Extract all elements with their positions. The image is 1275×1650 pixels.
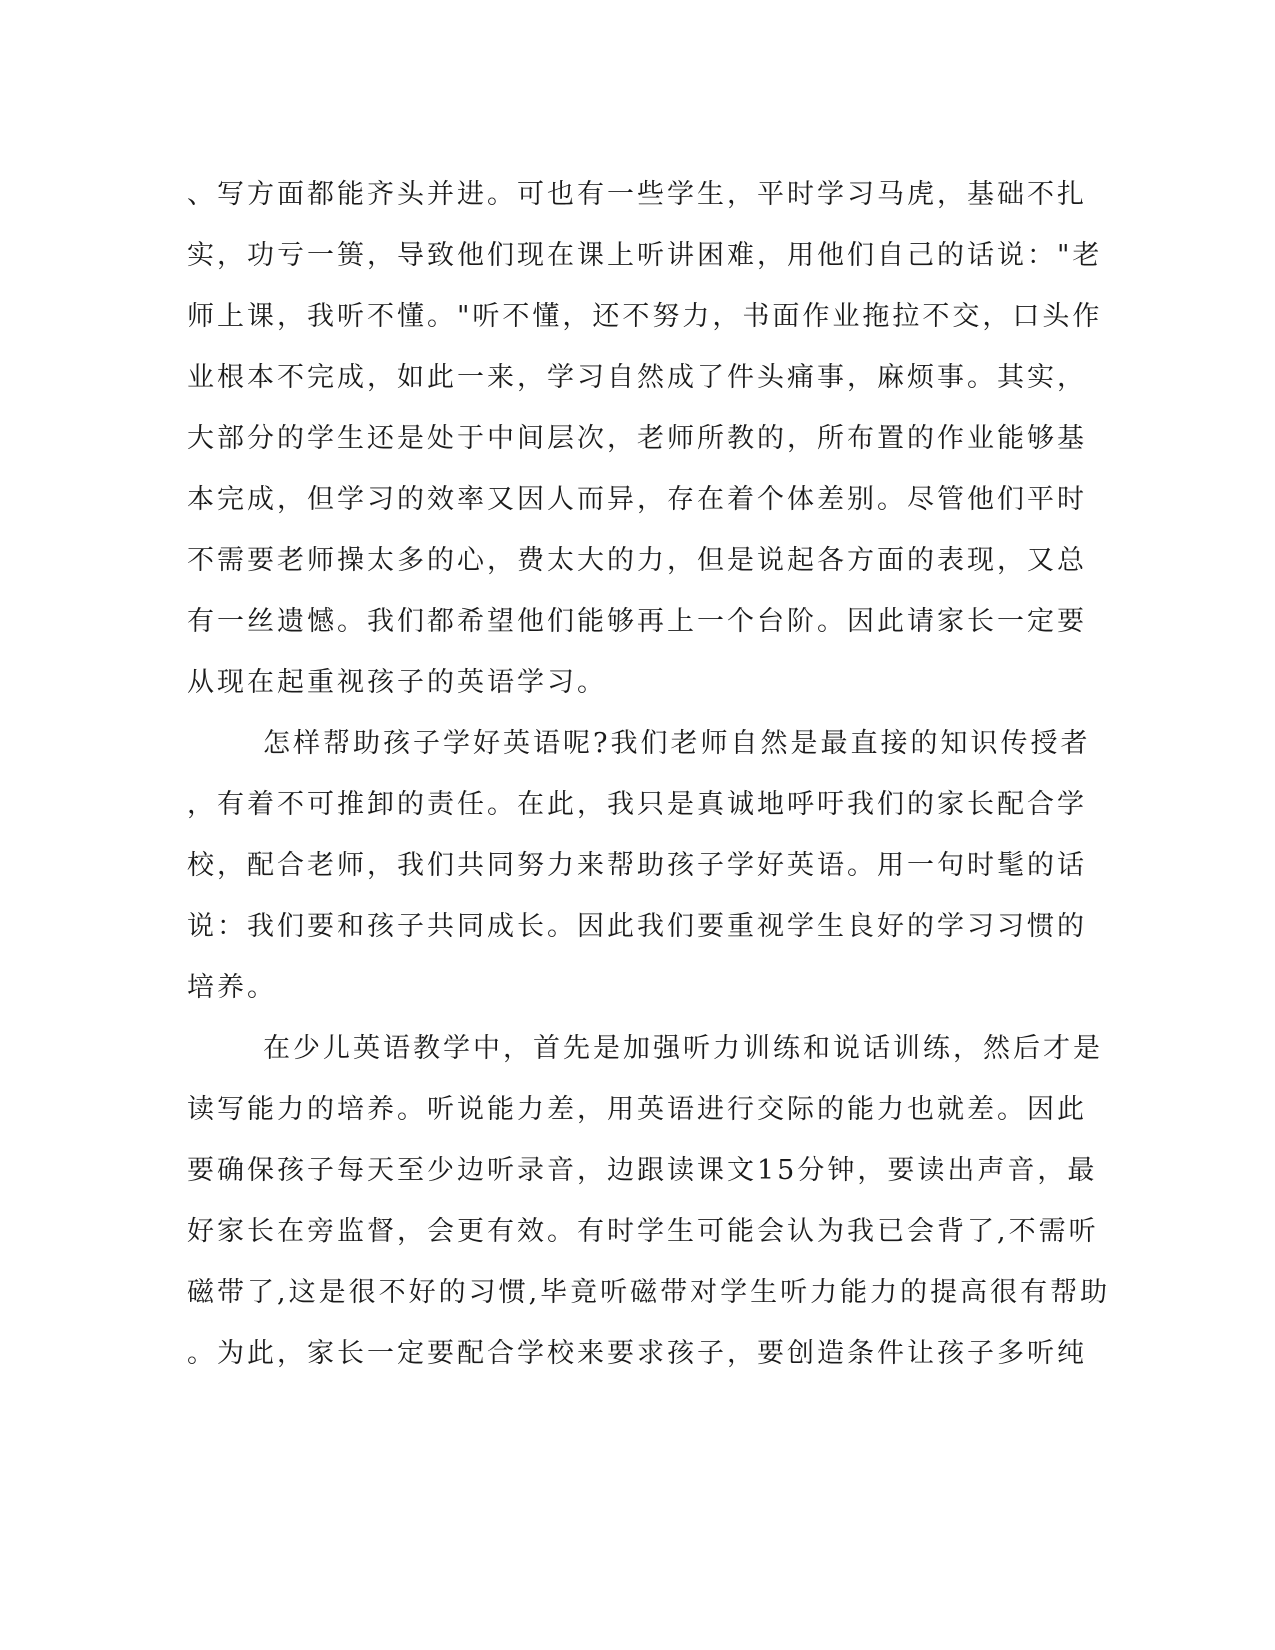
paragraph-2 — [187, 713, 1091, 1018]
text-line: 师上课，我听不懂。"听不懂，还不努力，书面作业拖拉不交，口头作 — [187, 301, 1103, 332]
paragraph-1 — [187, 164, 1103, 713]
document-body — [187, 164, 1111, 1384]
text-line: 培养。 — [187, 972, 277, 1003]
text-line: 大部分的学生还是处于中间层次，老师所教的，所布置的作业能够基 — [187, 423, 1087, 454]
text-line: 在少儿英语教学中，首先是加强听力训练和说话训练，然后才是 — [263, 1033, 1103, 1064]
text-line: 不需要老师操太多的心，费太大的力，但是说起各方面的表现，又总 — [187, 545, 1087, 576]
text-line: 实，功亏一篑，导致他们现在课上听讲困难，用他们自己的话说："老 — [187, 240, 1103, 271]
text-line: 校，配合老师，我们共同努力来帮助孩子学好英语。用一句时髦的话 — [187, 850, 1087, 881]
text-line: 。为此，家长一定要配合学校来要求孩子，要创造条件让孩子多听纯 — [187, 1338, 1087, 1369]
text-line: 要确保孩子每天至少边听录音，边跟读课文15分钟，要读出声音，最 — [187, 1155, 1098, 1186]
text-line: 读写能力的培养。听说能力差，用英语进行交际的能力也就差。因此 — [187, 1094, 1087, 1125]
text-line: 说：我们要和孩子共同成长。因此我们要重视学生良好的学习习惯的 — [187, 911, 1087, 942]
text-line: 磁带了,这是很不好的习惯,毕竟听磁带对学生听力能力的提高很有帮助 — [187, 1277, 1111, 1308]
text-line: 业根本不完成，如此一来，学习自然成了件头痛事，麻烦事。其实， — [187, 362, 1087, 393]
text-line: 从现在起重视孩子的英语学习。 — [187, 667, 607, 698]
text-line: ，有着不可推卸的责任。在此，我只是真诚地呼吁我们的家长配合学 — [187, 789, 1087, 820]
text-line: 本完成，但学习的效率又因人而异，存在着个体差别。尽管他们平时 — [187, 484, 1087, 515]
text-line: 、写方面都能齐头并进。可也有一些学生，平时学习马虎，基础不扎 — [187, 179, 1087, 210]
paragraph-3 — [187, 1018, 1111, 1384]
text-line: 好家长在旁监督，会更有效。有时学生可能会认为我已会背了,不需听 — [187, 1216, 1099, 1247]
text-line: 有一丝遗憾。我们都希望他们能够再上一个台阶。因此请家长一定要 — [187, 606, 1087, 637]
text-line: 怎样帮助孩子学好英语呢?我们老师自然是最直接的知识传授者 — [263, 728, 1091, 759]
